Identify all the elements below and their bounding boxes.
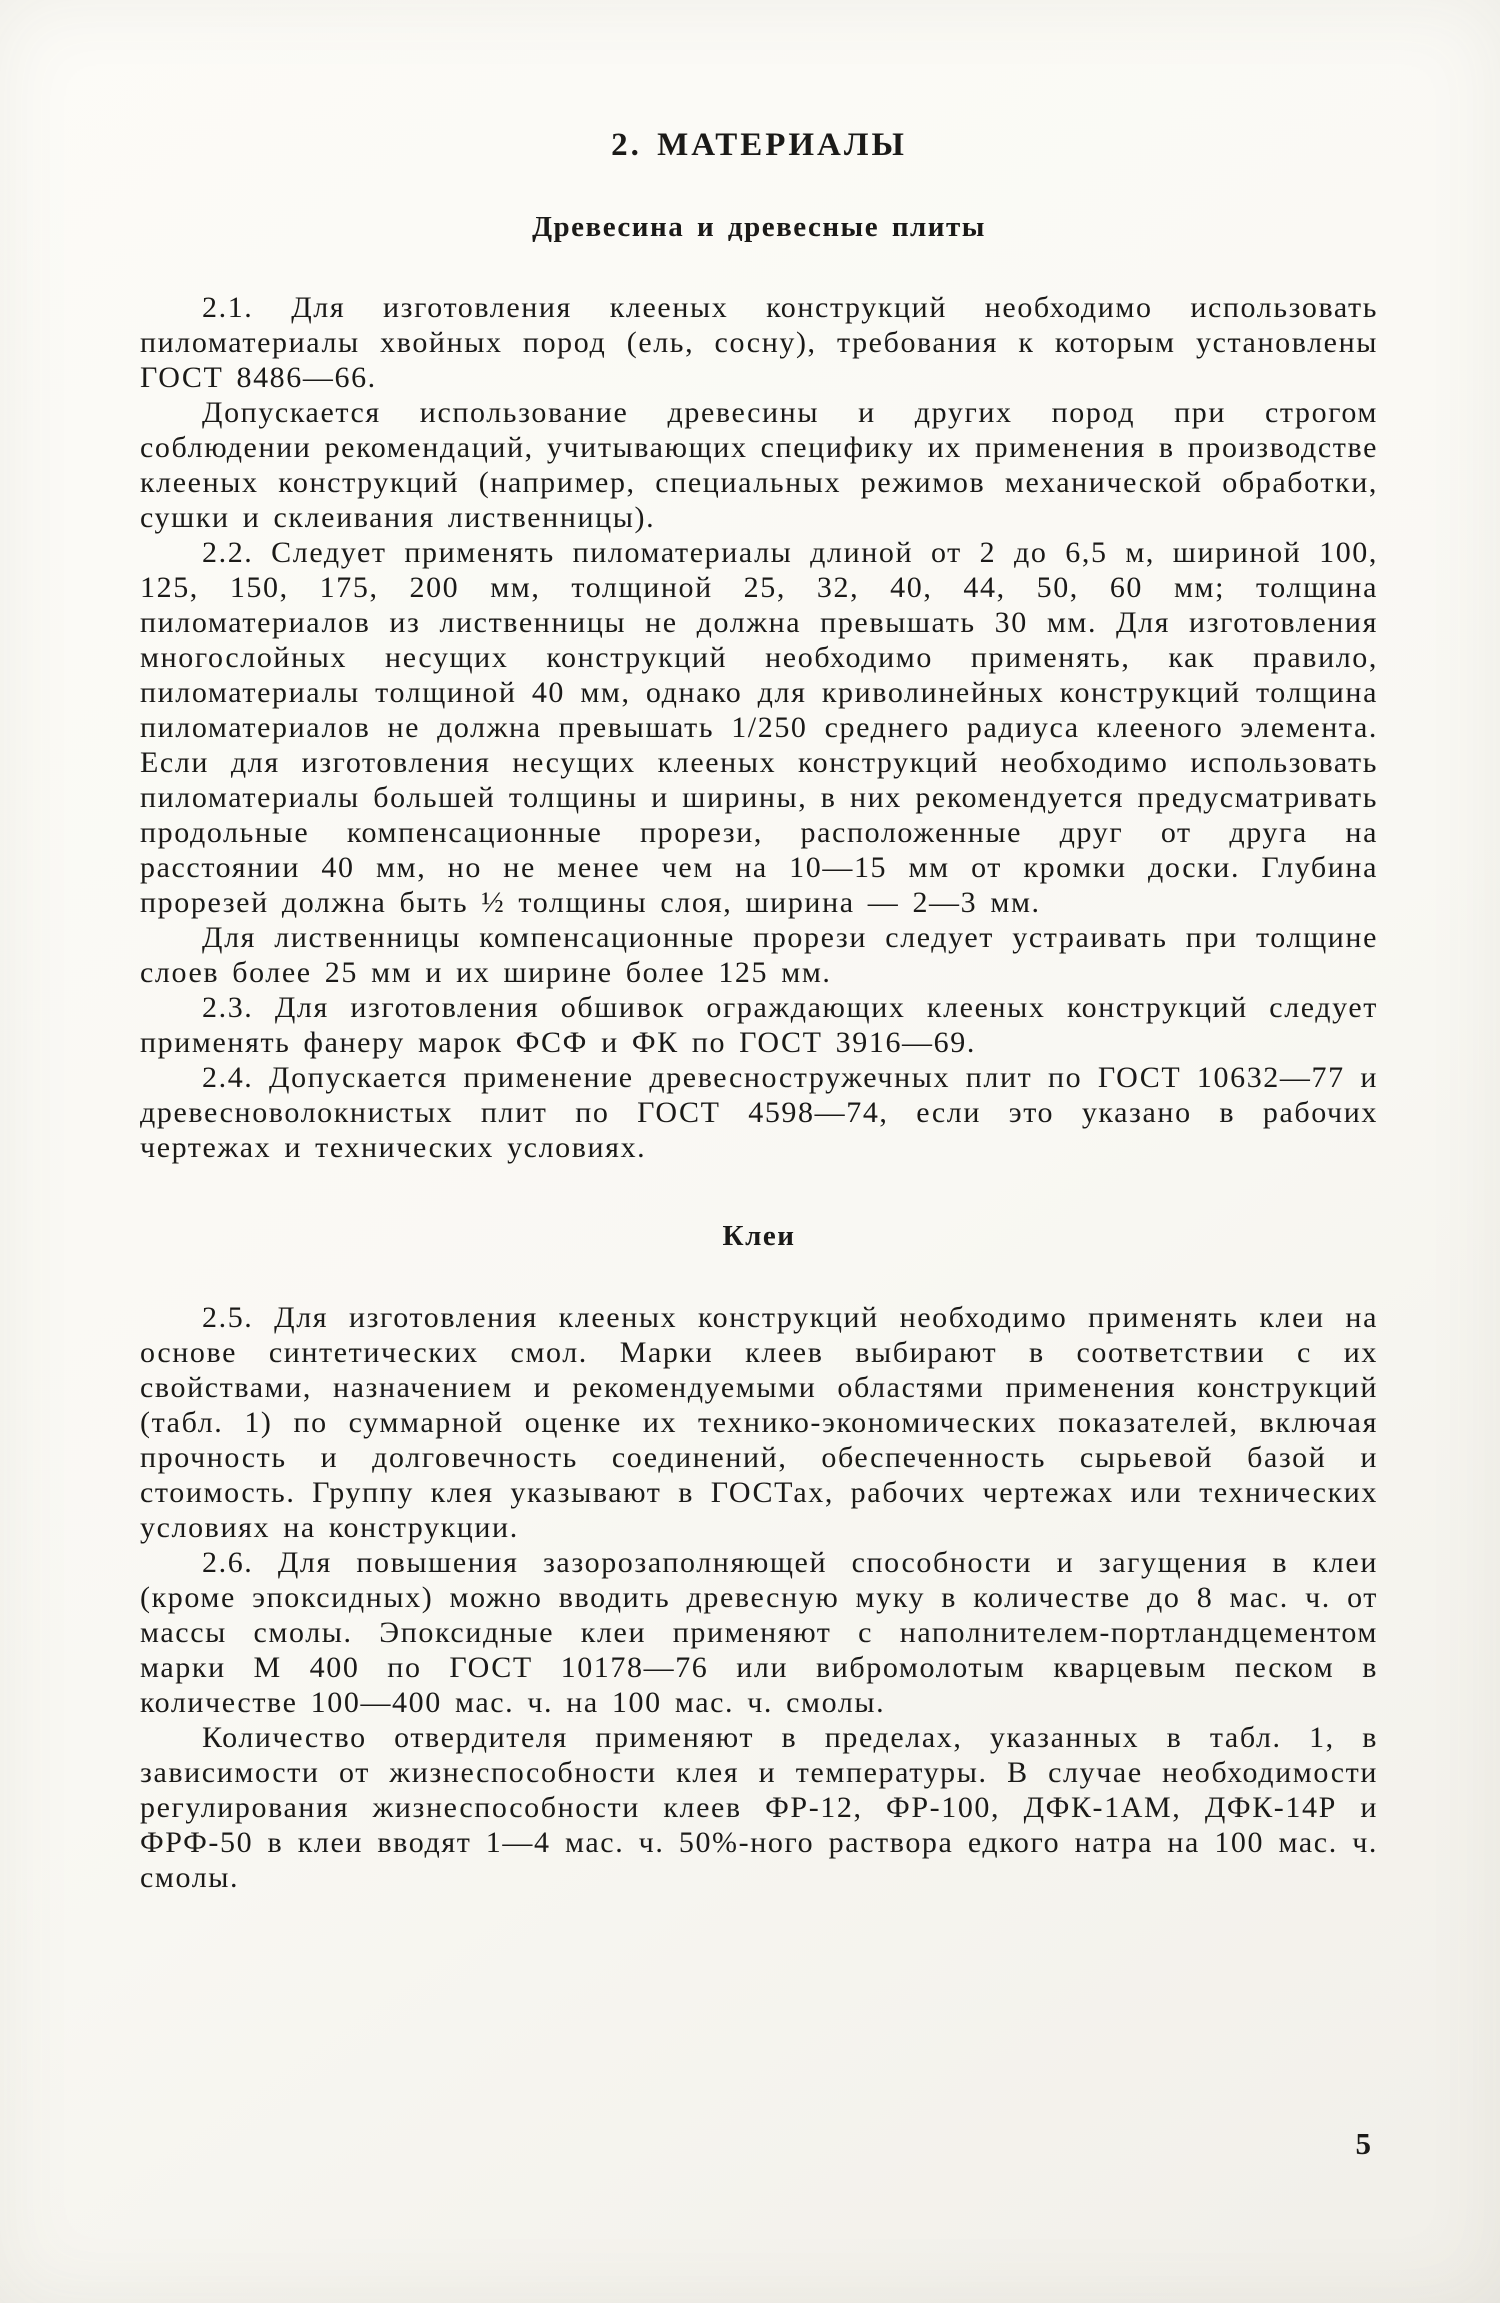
section-title: 2. МАТЕРИАЛЫ — [611, 127, 907, 163]
paragraph-2-6: 2.6. Для повышения зазорозаполняющей способности и загущения в клеи (кроме эпоксидных) можно вводить древесную муку в количестве до 8 мас. ч. от массы смолы. Эпоксидные клеи применяют с наполнителем-портландцементом марки М 400 по ГОСТ 10178—76 или вибромолотым кварцевым песком в количестве 100—400 мас. ч. на 100 мас. ч. смолы. — [140, 1546, 1378, 1720]
heading-adhesives: Клеи — [722, 1220, 796, 1253]
page-number: 5 — [1355, 2126, 1372, 2161]
paragraph-larch-grooves: Для лиственницы компенсационные прорези следует устраивать при толщине слоев более 25 мм и их ширине более 125 мм. — [140, 921, 1378, 990]
heading-wood-and-boards: Древесина и древесные плиты — [532, 210, 986, 243]
paragraph-2-4: 2.4. Допускается применение древесностружечных плит по ГОСТ 10632—77 и древесноволокнистых плит по ГОСТ 4598—74, если это указано в рабочих чертежах и технических условиях. — [140, 1061, 1378, 1165]
paragraph-hardener-amount: Количество отвердителя применяют в пределах, указанных в табл. 1, в зависимости от жизнеспособности клея и температуры. В случае необходимости регулирования жизнеспособности клеев ФР-12, ФР-100, ДФК-1АМ, ДФК-14Р и ФРФ-50 в клеи вводят 1—4 мас. ч. 50%-ного раствора едкого натра на 100 мас. ч. смолы. — [140, 1721, 1378, 1895]
paragraph-2-5: 2.5. Для изготовления клееных конструкций необходимо применять клеи на основе синтетических смол. Марки клеев выбирают в соответствии с их свойствами, назначением и рекомендуемыми областями применения конструкций (табл. 1) по суммарной оценке их технико-экономических показателей, включая прочность и долговечность соединений, обеспеченность сырьевой базой и стоимость. Группу клея указывают в ГОСТах, рабочих чертежах или технических условиях на конструкции. — [140, 1301, 1378, 1545]
page-content — [140, 126, 1378, 1895]
paragraph-2-2: 2.2. Следует применять пиломатериалы длиной от 2 до 6,5 м, шириной 100, 125, 150, 175, 200 мм, толщиной 25, 32, 40, 44, 50, 60 мм; толщина пиломатериалов из лиственницы не должна превышать 30 мм. Для изготовления многослойных несущих конструкций необходимо применять, как правило, пиломатериалы толщиной 40 мм, однако для криволинейных конструкций толщина пиломатериалов не должна превышать 1/250 среднего радиуса клееного элемента. Если для изготовления несущих клееных конструкций необходимо использовать пиломатериалы большей толщины и ширины, в них рекомендуется предусматривать продольные компенсационные прорези, расположенные друг от друга на расстоянии 40 мм, но не менее чем на 10—15 мм от кромки доски. Глубина прорезей должна быть ½ толщины слоя, ширина — 2—3 мм. — [140, 536, 1378, 920]
paragraph-2-3: 2.3. Для изготовления обшивок ограждающих клееных конструкций следует применять фанеру марок ФСФ и ФК по ГОСТ 3916—69. — [140, 991, 1378, 1060]
paragraph-2-1: 2.1. Для изготовления клееных конструкций необходимо использовать пиломатериалы хвойных пород (ель, сосну), требования к которым установлены ГОСТ 8486—66. — [140, 291, 1378, 395]
paragraph-wood-other-species: Допускается использование древесины и других пород при строгом соблюдении рекомендаций, учитывающих специфику их применения в производстве клееных конструкций (например, специальных режимов механической обработки, сушки и склеивания лиственницы). — [140, 396, 1378, 535]
